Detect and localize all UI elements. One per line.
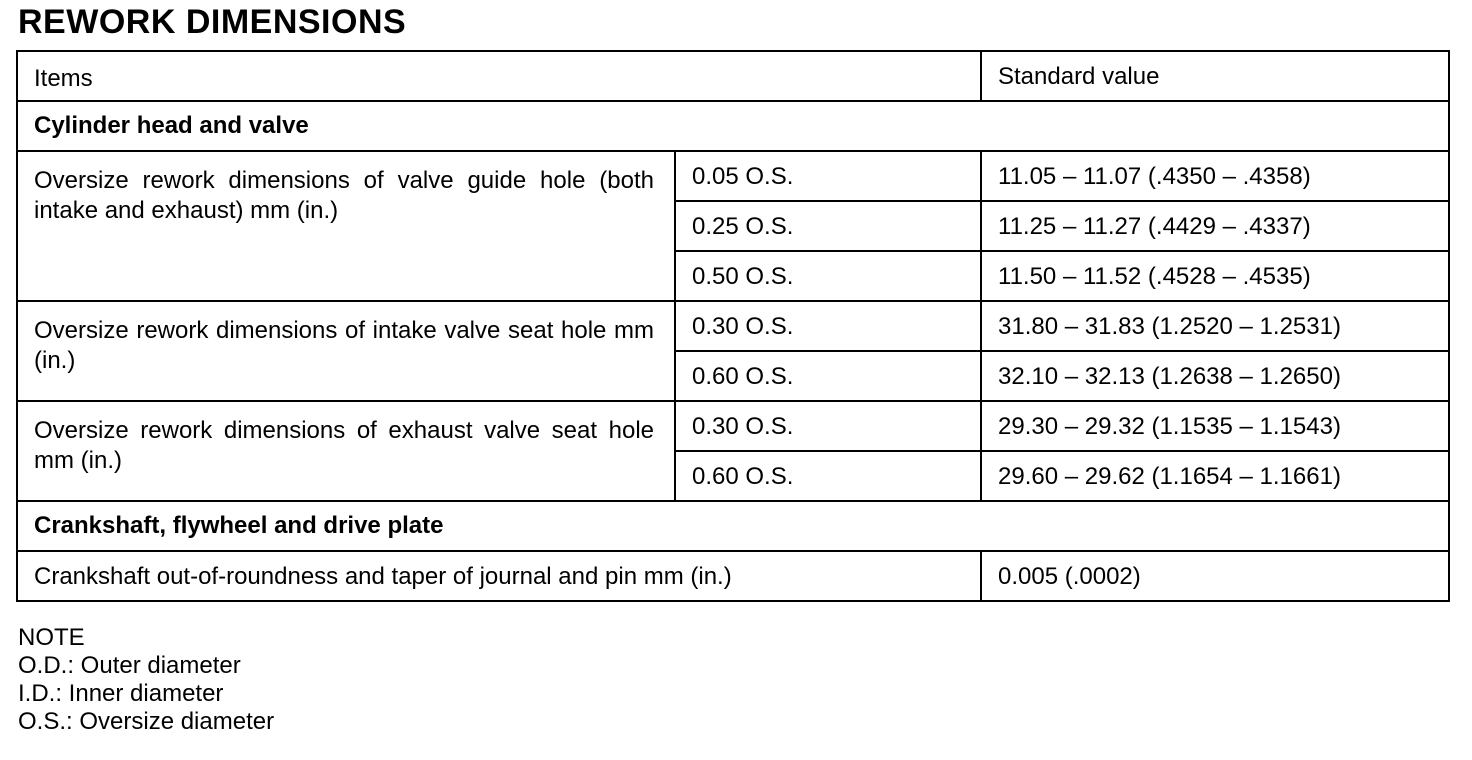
oversize-cell: 0.30 O.S. [675, 401, 981, 451]
header-standard-value: Standard value [981, 51, 1449, 101]
item-intake-valve-seat-hole: Oversize rework dimensions of intake valve seat hole mm (in.) [17, 301, 675, 401]
table-row [17, 401, 1449, 451]
standard-value-cell: 11.05 – 11.07 (.4350 – .4358) [981, 151, 1449, 201]
item-crankshaft-out-of-roundness: Crankshaft out-of-roundness and taper of journal and pin mm (in.) [17, 551, 981, 601]
standard-value-cell: 29.60 – 29.62 (1.1654 – 1.1661) [981, 451, 1449, 501]
note-line: O.D.: Outer diameter [18, 652, 241, 679]
note-heading: NOTE [18, 624, 85, 651]
note-block [18, 624, 274, 736]
rework-dimensions-table [16, 50, 1450, 602]
standard-value-cell: 32.10 – 32.13 (1.2638 – 1.2650) [981, 351, 1449, 401]
page-title: REWORK DIMENSIONS [18, 3, 407, 41]
header-items: Items [17, 51, 981, 101]
item-valve-guide-hole: Oversize rework dimensions of valve guide hole (both intake and exhaust) mm (in.) [17, 151, 675, 301]
standard-value-cell: 31.80 – 31.83 (1.2520 – 1.2531) [981, 301, 1449, 351]
note-line: I.D.: Inner diameter [18, 680, 224, 707]
oversize-cell: 0.60 O.S. [675, 451, 981, 501]
section-heading-crankshaft: Crankshaft, flywheel and drive plate [17, 501, 1449, 551]
section-row [17, 501, 1449, 551]
table-row [17, 151, 1449, 201]
oversize-cell: 0.60 O.S. [675, 351, 981, 401]
standard-value-cell: 0.005 (.0002) [981, 551, 1449, 601]
table-row [17, 551, 1449, 601]
table-header-row [17, 51, 1449, 101]
standard-value-cell: 11.50 – 11.52 (.4528 – .4535) [981, 251, 1449, 301]
oversize-cell: 0.50 O.S. [675, 251, 981, 301]
section-row [17, 101, 1449, 151]
oversize-cell: 0.25 O.S. [675, 201, 981, 251]
section-heading-cylinder-head: Cylinder head and valve [17, 101, 1449, 151]
item-exhaust-valve-seat-hole: Oversize rework dimensions of exhaust valve seat hole mm (in.) [17, 401, 675, 501]
oversize-cell: 0.05 O.S. [675, 151, 981, 201]
standard-value-cell: 11.25 – 11.27 (.4429 – .4337) [981, 201, 1449, 251]
standard-value-cell: 29.30 – 29.32 (1.1535 – 1.1543) [981, 401, 1449, 451]
table-row [17, 301, 1449, 351]
note-line: O.S.: Oversize diameter [18, 708, 275, 735]
oversize-cell: 0.30 O.S. [675, 301, 981, 351]
